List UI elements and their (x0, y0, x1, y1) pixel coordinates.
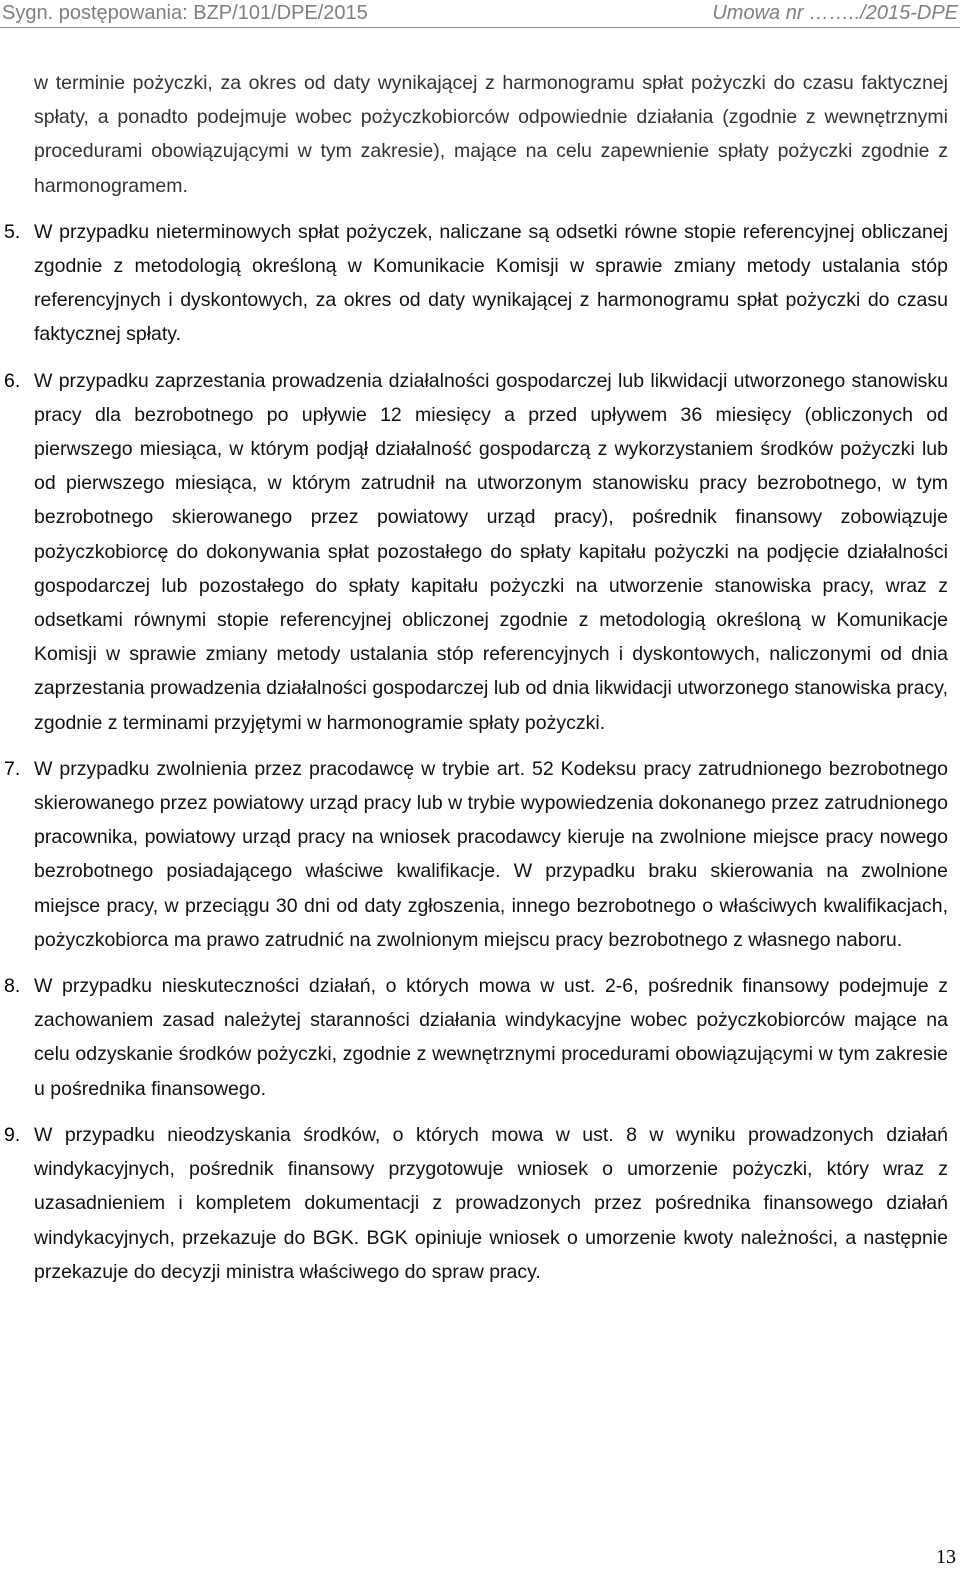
item-text: W przypadku nieskuteczności działań, o których mowa w ust. 2-6, pośrednik finansowy podejmuje z zachowaniem zasad należytej staranności działania windykacyjne wobec pożyczkobiorców mające na celu odzyskanie środków pożyczki, zgodnie z wewnętrznymi procedurami obowiązującymi w tym zakresie u pośrednika finansowego. (34, 975, 948, 1100)
document-body (4, 66, 948, 1289)
item-number: 9. (4, 1123, 21, 1146)
list-item-5 (4, 215, 948, 352)
list-item-6 (4, 364, 948, 740)
item-text: W przypadku zaprzestania prowadzenia działalności gospodarczej lub likwidacji utworzonego stanowisku pracy dla bezrobotnego po upływie 12 miesięcy a przed upływem 36 miesięcy (obliczonych od pierwszego miesiąca, w którym podjął działalność gospodarczą z wykorzystaniem środków pożyczki lub od pierwszego miesiąca, w którym zatrudnił na utworzonym stanowisku pracy bezrobotnego, w tym bezrobotnego skierowanego przez powiatowy urząd pracy), pośrednik finansowy zobowiązuje pożyczkobiorcę do dokonywania spłat pozostałego do spłaty kapitału pożyczki na podjęcie działalności gospodarczej lub pozostałego do spłaty kapitału pożyczki na utworzenie stanowiska pracy, wraz z odsetkami równymi stopie referencyjnej obliczonej zgodnie z metodologią określoną w Komunikacje Komisji w sprawie zmiany metody ustalania stóp referencyjnych i dyskontowych, naliczonymi od dnia zaprzestania prowadzenia działalności gospodarczej lub od dnia likwidacji utworzonego stanowiska pracy, zgodnie z terminami przyjętymi w harmonogramie spłaty pożyczki. (34, 369, 948, 734)
item-number: 6. (4, 369, 21, 392)
item-number: 7. (4, 757, 21, 780)
continuation-paragraph: w terminie pożyczki, za okres od daty wynikającej z harmonogramu spłat pożyczki do czasu faktycznej spłaty, a ponadto podejmuje wobec pożyczkobiorców odpowiednie działania (zgodnie z wewnętrznymi procedurami obowiązującymi w tym zakresie), mające na celu zapewnienie spłaty pożyczki zgodnie z harmonogramem. (34, 72, 948, 197)
case-reference: Sygn. postępowania: BZP/101/DPE/2015 (2, 2, 368, 24)
item-number: 8. (4, 975, 21, 998)
item-text: W przypadku zwolnienia przez pracodawcę w trybie art. 52 Kodeksu pracy zatrudnionego bezrobotnego skierowanego przez powiatowy urząd pracy lub w trybie wypowiedzenia dokonanego przez zatrudnionego pracownika, powiatowy urząd pracy na wniosek pracodawcy kieruje na zwolnione miejsce pracy nowego bezrobotnego posiadającego właściwe kwalifikacje. W przypadku braku skierowania na zwolnione miejsce pracy, w przeciągu 30 dni od daty zgłoszenia, innego bezrobotnego o właściwych kwalifikacjach, pożyczkobiorca ma prawo zatrudnić na zwolnionym miejscu pracy bezrobotnego z własnego naboru. (34, 757, 948, 951)
contract-number: Umowa nr ……../2015-DPE (712, 2, 958, 24)
page-header (0, 0, 960, 28)
item-number: 5. (4, 220, 21, 243)
list-item-9 (4, 1118, 948, 1289)
list-item-7 (4, 752, 948, 957)
page-number: 13 (936, 1546, 956, 1568)
item-text: W przypadku nieterminowych spłat pożyczek, naliczane są odsetki równe stopie referencyjnej obliczanej zgodnie z metodologią określoną w Komunikacie Komisji w sprawie zmiany metody ustalania stóp referencyjnych i dyskontowych, za okres od daty wynikającej z harmonogramu spłat pożyczki do czasu faktycznej spłaty. (34, 220, 948, 346)
item-text: W przypadku nieodzyskania środków, o których mowa w ust. 8 w wyniku prowadzonych działań windykacyjnych, pośrednik finansowy przygotowuje wniosek o umorzenie pożyczki, który wraz z uzasadnieniem i kompletem dokumentacji z prowadzonych przez pośrednika finansowego działań windykacyjnych, przekazuje do BGK. BGK opiniuje wniosek o umorzenie kwoty należności, a następnie przekazuje do decyzji ministra właściwego do spraw pracy. (34, 1123, 948, 1283)
list-item-8 (4, 969, 948, 1106)
